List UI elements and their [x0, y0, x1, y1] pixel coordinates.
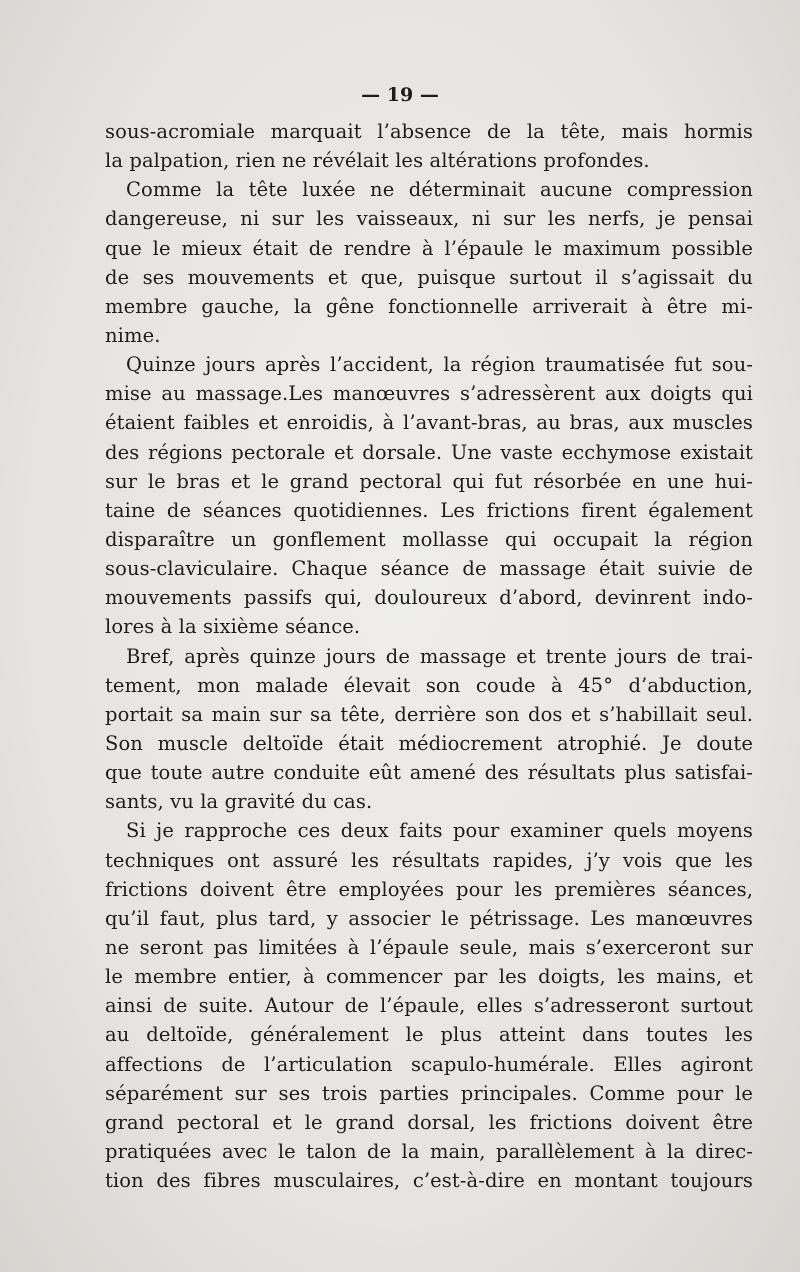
text-line: que le mieux était de rendre à l’épaule le maximum possible: [105, 236, 753, 260]
text-line: Quinze jours après l’accident, la région traumatisée fut sou-: [126, 353, 753, 377]
text-line: tion des fibres musculaires, c’est-à-dire en montant toujours: [105, 1169, 753, 1193]
text-line: ainsi de suite. Autour de l’épaule, elles s’adresseront surtout: [105, 994, 753, 1018]
text-line: des régions pectorale et dorsale. Une vaste ecchymose existait: [105, 440, 753, 464]
text-line: Comme la tête luxée ne déterminait aucune compression: [126, 178, 753, 202]
text-line: qu’il faut, plus tard, y associer le pétrissage. Les manœuvres: [105, 906, 753, 930]
text-line: que toute autre conduite eût amené des résultats plus satisfai-: [105, 761, 753, 785]
text-line: étaient faibles et enroidis, à l’avant-bras, au bras, aux muscles: [105, 411, 753, 435]
text-line: sur le bras et le grand pectoral qui fut résorbée en une hui-: [105, 469, 753, 493]
text-line: mise au massage.Les manœuvres s’adressèrent aux doigts qui: [105, 382, 753, 406]
text-line: lores à la sixième séance.: [105, 615, 361, 639]
text-line: de ses mouvements et que, puisque surtout il s’agissait du: [105, 265, 753, 289]
text-line: portait sa main sur sa tête, derrière son dos et s’habillait seul.: [105, 702, 753, 726]
page-number: — 19 —: [361, 84, 439, 106]
text-line: pratiquées avec le talon de la main, parallèlement à la direc-: [105, 1139, 753, 1163]
text-line: Son muscle deltoïde était médiocrement atrophié. Je doute: [105, 731, 753, 755]
text-line: sous-claviculaire. Chaque séance de massage était suivie de: [105, 557, 753, 581]
text-line: taine de séances quotidiennes. Les frictions firent également: [105, 498, 753, 522]
text-line: affections de l’articulation scapulo-humérale. Elles agiront: [105, 1052, 753, 1076]
text-line: techniques ont assuré les résultats rapides, j’y vois que les: [105, 848, 753, 872]
text-line: Bref, après quinze jours de massage et trente jours de trai-: [126, 644, 753, 668]
text-line: ne seront pas limitées à l’épaule seule, mais s’exerceront sur: [105, 935, 753, 959]
text-line: séparément sur ses trois parties principales. Comme pour le: [105, 1081, 753, 1105]
text-line: nime.: [105, 323, 161, 347]
text-line: membre gauche, la gêne fonctionnelle arriverait à être mi-: [105, 294, 753, 318]
text-line: au deltoïde, généralement le plus atteint dans toutes les: [105, 1023, 753, 1047]
text-line: le membre entier, à commencer par les doigts, les mains, et: [105, 965, 753, 989]
text-line: mouvements passifs qui, douloureux d’abord, devinrent indo-: [105, 586, 753, 610]
text-line: frictions doivent être employées pour les premières séances,: [105, 877, 753, 901]
text-line: sants, vu la gravité du cas.: [105, 790, 373, 814]
text-line: grand pectoral et le grand dorsal, les frictions doivent être: [105, 1110, 753, 1134]
text-line: sous-acromiale marquait l’absence de la tête, mais hormis: [105, 120, 753, 143]
text-line: dangereuse, ni sur les vaisseaux, ni sur les nerfs, je pensai: [105, 207, 753, 231]
text-line: disparaître un gonflement mollasse qui occupait la région: [105, 527, 753, 551]
text-line: la palpation, rien ne révélait les altérations profondes.: [105, 149, 650, 173]
text-line: tement, mon malade élevait son coude à 45° d’abduction,: [105, 673, 753, 697]
text-line: Si je rapproche ces deux faits pour examiner quels moyens: [126, 819, 753, 843]
body-text: [105, 117, 753, 1195]
